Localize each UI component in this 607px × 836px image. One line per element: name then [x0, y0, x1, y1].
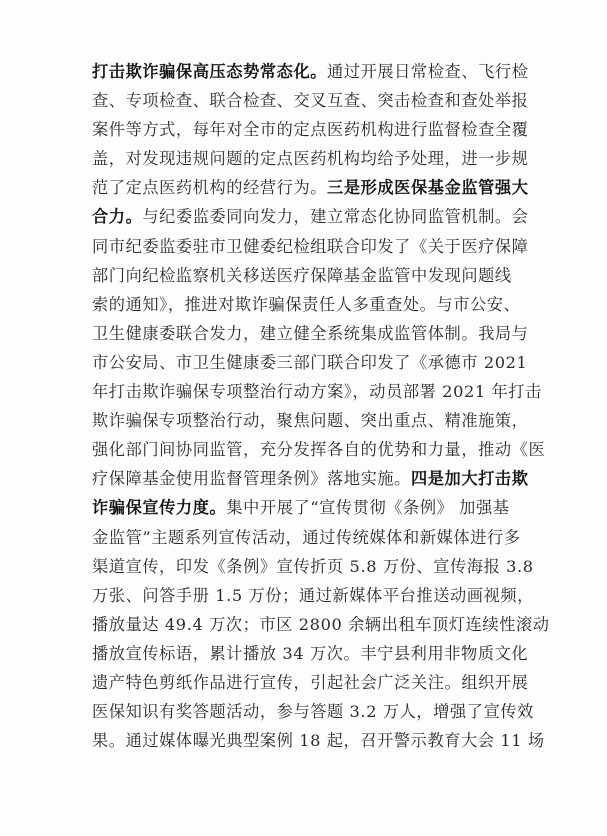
- text-line: [92, 697, 532, 726]
- text-line: [92, 493, 532, 522]
- text-line: [92, 406, 532, 435]
- text-line: [92, 261, 532, 290]
- body-text-segment: 果。通过媒体曝光典型案例 18 起，召开警示教育大会 11 场: [92, 731, 545, 751]
- body-text-segment: 案件等方式，每年对全市的定点医药机构进行监督检查全覆: [92, 120, 529, 140]
- text-line: [92, 144, 532, 173]
- body-text-segment: 金监管”主题系列宣传活动，通过传统媒体和新媒体进行多: [92, 527, 521, 547]
- text-line: [92, 377, 542, 406]
- bold-heading-text: 合力。: [92, 207, 143, 227]
- body-text-segment: 万张、问答手册 1.5 万份；通过新媒体平台推送动画视频，: [92, 585, 534, 605]
- body-text-segment: 查、专项检查、联合检查、交叉互查、突击检查和查处举报: [92, 91, 529, 111]
- body-text-segment: 播放量达 49.4 万次；市区 2800 余辆出租车顶灯连续性滚动: [92, 614, 550, 634]
- text-line: [92, 319, 532, 348]
- text-line: [92, 726, 545, 755]
- text-line: [92, 610, 550, 639]
- text-line: [92, 57, 532, 86]
- body-text-segment: 疗保障基金使用监督管理条例》落地实施。: [92, 469, 411, 489]
- text-line: [92, 86, 532, 115]
- body-text-segment: 医保知识有奖答题活动，参与答题 3.2 万人，增强了宣传效: [92, 702, 534, 722]
- body-text-segment: 与纪委监委同向发力，建立常态化协同监管机制。会: [142, 207, 529, 227]
- body-text-segment: 强化部门间协同监管，充分发挥各自的优势和力量，推动《医: [92, 440, 546, 460]
- body-text-segment: 盖，对发现违规问题的定点医药机构均给予处理，进一步规: [92, 149, 529, 169]
- text-line: [92, 290, 532, 319]
- text-line: [92, 523, 532, 552]
- text-line: [92, 552, 532, 581]
- body-text-segment: 渠道宣传，印发《条例》宣传折页 5.8 万份、宣传海报 3.8: [92, 556, 534, 576]
- body-text-segment: 通过开展日常检查、飞行检: [327, 62, 529, 81]
- body-text-segment: 年打击欺诈骗保专项整治行动方案》，动员部署 2021 年打击: [92, 382, 542, 402]
- text-line: [92, 232, 532, 261]
- text-line: [92, 668, 532, 697]
- text-line: [92, 115, 532, 144]
- text-line: [92, 581, 532, 610]
- text-line: [92, 639, 532, 668]
- body-text-segment: 同市纪委监委驻市卫健委纪检组联合印发了《关于医疗保障: [92, 236, 529, 256]
- body-text-segment: 欺诈骗保专项整治行动，聚焦问题、突出重点、精准施策，: [92, 411, 529, 431]
- bold-heading-text: 三是形成医保基金监管强大: [327, 178, 529, 198]
- text-line: [92, 202, 532, 231]
- bold-heading-text: 诈骗保宣传力度。: [92, 498, 227, 518]
- body-text-segment: 市公安局、市卫生健康委三部门联合印发了《承德市 2021: [92, 352, 528, 372]
- body-text: [92, 57, 550, 755]
- body-text-segment: 索的通知》，推进对欺诈骗保责任人多重查处。与市公安、: [92, 294, 521, 314]
- text-line: [92, 464, 532, 493]
- body-text-segment: 播放宣传标语，累计播放 34 万次。丰宁县利用非物质文化: [92, 643, 529, 663]
- bold-heading-text: 四是加大打击欺: [410, 469, 529, 489]
- text-line: [92, 348, 532, 377]
- body-text-segment: 卫生健康委联合发力，建立健全系统集成监管体制。我局与: [92, 323, 529, 343]
- text-line: [92, 173, 532, 202]
- body-text-segment: 集中开展了“宣传贯彻《条例》 加强基: [226, 498, 510, 518]
- body-text-segment: 部门向纪检监察机关移送医疗保障基金监管中发现问题线: [92, 265, 512, 285]
- body-text-segment: 范了定点医药机构的经营行为。: [92, 178, 328, 198]
- text-line: [92, 435, 546, 464]
- body-text-segment: 遗产特色剪纸作品进行宣传，引起社会广泛关注。组织开展: [92, 672, 529, 692]
- bold-heading-text: 打击欺诈骗保高压态势常态化。: [92, 62, 328, 81]
